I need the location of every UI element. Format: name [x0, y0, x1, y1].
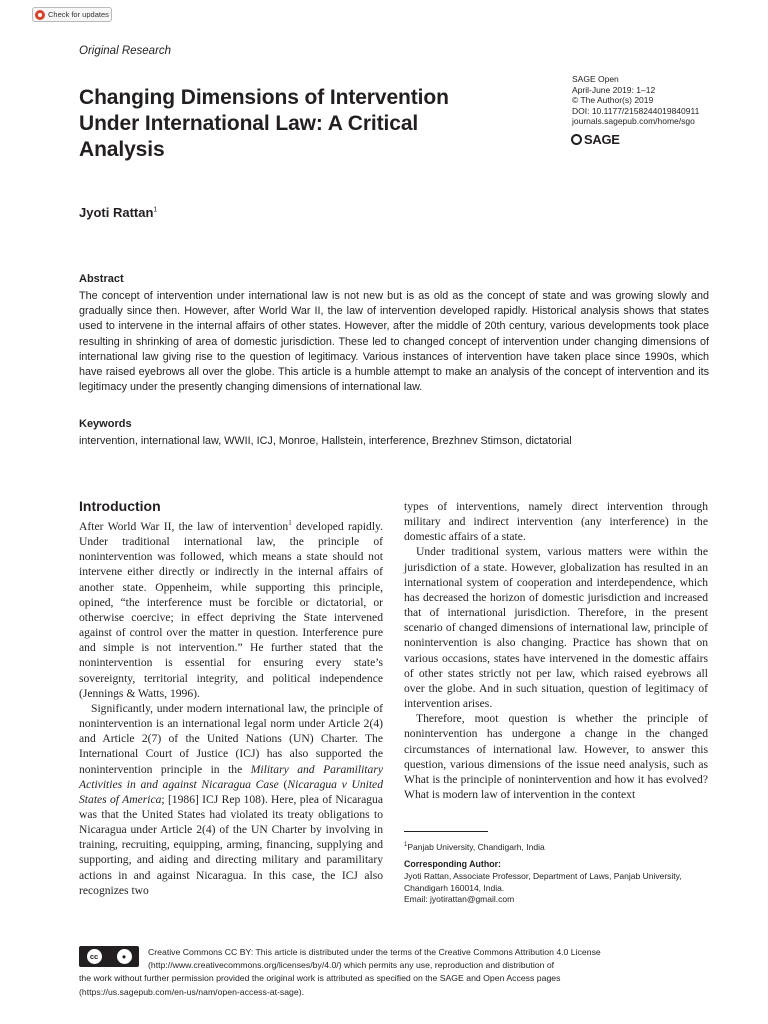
corresponding-author-heading: Corresponding Author:	[404, 859, 501, 869]
case-name: Military and Paramilitary Activities in and against Nicaragua Case	[79, 762, 383, 791]
footnote-divider	[404, 831, 488, 832]
affiliation-mark: 1	[153, 206, 158, 214]
journal-issue: April-June 2019: 1–12	[572, 84, 656, 95]
text-run: developed rapidly. Under traditional international law, the principle of nonintervention was followed, which means a state should not intervene either directly or indirectly in the internal affairs of another state. Oppenheim, while supporting this principle, opined, “the interference must be forcible or dictatorial, or otherwise coercive; in effect depriving the State intervened against of control over the matter in question. Interference pure and simple is not intervention.” He further stated that the nonintervention is essential for ensuring every state’s sovereignty, territorial integrity, and political independence (Jennings & Watts, 1996).	[79, 520, 383, 700]
by-icon: ●	[117, 949, 132, 964]
journal-url[interactable]: journals.sagepub.com/home/sgo	[572, 116, 695, 127]
title-line: Under International Law: A Critical	[79, 112, 419, 135]
case-name: Nicaragua v United States of America	[79, 777, 383, 806]
check-for-updates-label: Check for updates	[48, 10, 109, 19]
corresponding-email[interactable]: Email: jyotirattan@gmail.com	[404, 894, 515, 905]
paragraph: Therefore, moot question is whether the principle of nonintervention has undergone a change in the changed circumstances of international law. However, to answer this question, various dimensions of the issue need analysis, such as What is the principle of nonintervention and how it has evolved? What is modern law of intervention in the context	[404, 712, 708, 801]
endnote-mark: 1	[288, 519, 292, 528]
doi: DOI: 10.1177/2158244019840911	[572, 105, 700, 116]
license-line: Creative Commons CC BY: This article is distributed under the terms of the Creative Commons Attribution 4.0 License	[148, 947, 601, 957]
journal-meta	[572, 74, 752, 127]
license-line: (https://us.sagepub.com/en-us/nam/open-access-at-sage).	[79, 986, 305, 997]
introduction-heading: Introduction	[79, 498, 161, 514]
text-run: Significantly, under modern international law, the principle of nonintervention is an international legal norm under Article 2(4) and Article 2(7) of the United Nations (UN) Charter. The International Court of Justice (ICJ) has also supported the nonintervention principle in the	[79, 701, 383, 776]
check-for-updates-button[interactable]	[32, 7, 112, 22]
title-line: Analysis	[79, 138, 165, 161]
article-type: Original Research	[79, 45, 172, 57]
footnote-text: Panjab University, Chandigarh, India	[407, 841, 545, 852]
body-column-right	[404, 499, 708, 802]
license-line: the work without further permission provided the original work is attributed as specified on the SAGE and Open Access pages	[79, 973, 561, 984]
abstract-heading: Abstract	[79, 273, 124, 285]
copyright: © The Author(s) 2019	[572, 95, 654, 106]
text-run: After World War II, the law of intervention	[79, 520, 289, 533]
author-name	[79, 205, 157, 220]
sage-wordmark: SAGE	[584, 132, 620, 147]
corresponding-author-details	[404, 871, 724, 906]
title-line: Changing Dimensions of Intervention	[79, 86, 449, 109]
sage-logo	[571, 132, 620, 147]
article-title	[79, 85, 509, 163]
abstract-text: The concept of intervention under international law is not new but is as old as the concept of state and was growing slowly and gradually since then. However, after World War II, the law of intervention developed rapidly. Historical analysis shows that states used to intervene in the internal affairs of other states. However, after the middle of 20th century, various developments took place resulting in shrinking of area of domestic jurisdiction. These led to changed concept of intervention under changing dimensions of international law giving rise to the question of legitimacy. Various instances of intervention have taken place since 1990s, which have raised eyebrows all over the globe. This article is a humble attempt to make an analysis of the concept of intervention and its legitimacy under the presently changing dimensions of international law.	[79, 290, 709, 394]
text-run: ; [1986] ICJ Rep 108). Here, plea of Nicaragua was that the United States had violated its treaty obligations to Nicaragua under Article 2(4) of the UN Charter by involving in training, recruiting, equipping, arming, financing, supplying and supporting, and aiding and directing military and paramilitary actions in and against Nicaragua. In this case, the ICJ also recognizes two	[79, 792, 383, 897]
paragraph: types of interventions, namely direct intervention through military and indirect intervention (any interference) in the domestic affairs of a state.	[404, 500, 708, 544]
license-line: (http://www.creativecommons.org/licenses/by/4.0/) which permits any use, reproduction and distribution of	[148, 960, 555, 971]
affiliation-footnote	[404, 840, 724, 853]
corresponding-line: Jyoti Rattan, Associate Professor, Department of Laws, Panjab University,	[404, 871, 682, 881]
footnote-mark: 1	[404, 842, 408, 848]
paragraph	[79, 701, 383, 898]
body-column-left	[79, 519, 383, 898]
keywords-text: intervention, international law, WWII, ICJ, Monroe, Hallstein, interference, Brezhnev Stimson, dictatorial	[79, 435, 572, 447]
cc-icon: cc	[87, 949, 102, 964]
journal-name: SAGE Open	[572, 74, 619, 84]
paragraph	[79, 519, 383, 701]
author-name-text: Jyoti Rattan	[79, 205, 154, 220]
sage-mark-icon	[571, 134, 582, 145]
keywords-heading: Keywords	[79, 418, 132, 430]
paragraph: Under traditional system, various matters were within the jurisdiction of a state. However, globalization has resulted in an international system of cooperation and interdependence, which has decreased the horizon of domestic jurisdiction and increased that of international jurisdiction. Therefore, in the present scenario of changed dimensions of international law, principle of nonintervention is also changing. Practice has shown that on various occasions, states have intervened in the domestic affairs of other states strictly not per law, which raised eyebrows all over the globe. And in such situation, question of legitimacy of intervention arises.	[404, 545, 708, 711]
corresponding-line: Chandigarh 160014, India.	[404, 882, 505, 893]
license-text	[79, 946, 699, 999]
text-run: (	[278, 777, 288, 791]
crossmark-icon	[35, 10, 45, 20]
